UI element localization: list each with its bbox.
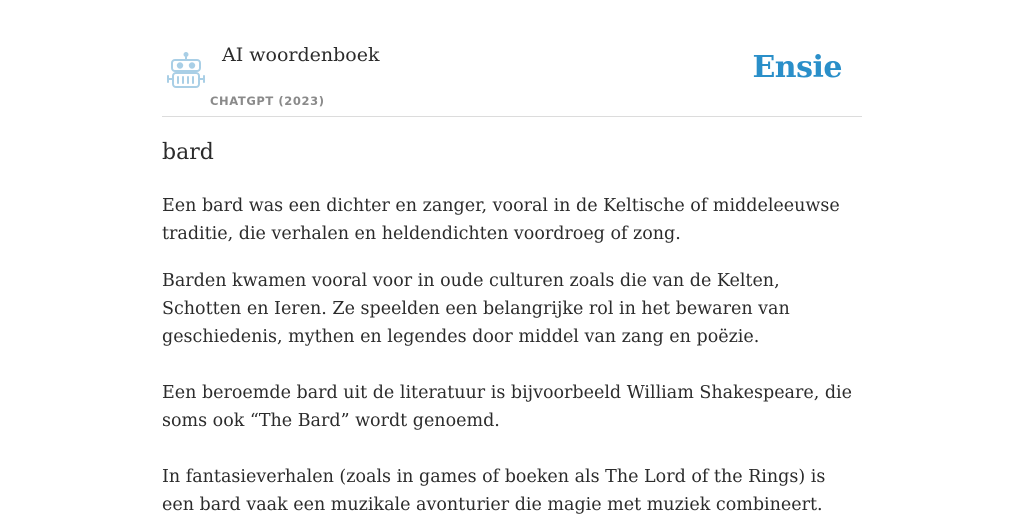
source-title[interactable]: AI woordenboek <box>222 44 380 66</box>
definition-paragraph: Barden kwamen vooral voor in oude culturen zoals die van de Kelten, Schotten en Ieren. Ze speelden een belangrijke rol in het bewaren van geschiedenis, mythen en legendes door middel van zang en poëzie. <box>162 271 790 347</box>
definition-paragraph: Een beroemde bard uit de literatuur is bijvoorbeeld William Shakespeare, die soms ook “The Bard” wordt genoemd. <box>162 383 852 431</box>
definition-paragraph: Een bard was een dichter en zanger, vooral in de Keltische of middeleeuwse traditie, die verhalen en heldendichten voordroeg of zong. <box>162 196 840 244</box>
ensie-logo[interactable]: Ensie <box>752 50 842 85</box>
entry-term: bard <box>162 140 214 165</box>
entry-definition <box>162 192 862 519</box>
definition-paragraph: In fantasieverhalen (zoals in games of boeken als The Lord of the Rings) is een bard vaak een muzikale avonturier die magie met muziek combineert. <box>162 467 826 515</box>
source-subtitle: CHATGPT (2023) <box>210 94 325 108</box>
page <box>162 0 862 515</box>
source-header <box>162 0 862 117</box>
robot-icon <box>166 52 206 90</box>
